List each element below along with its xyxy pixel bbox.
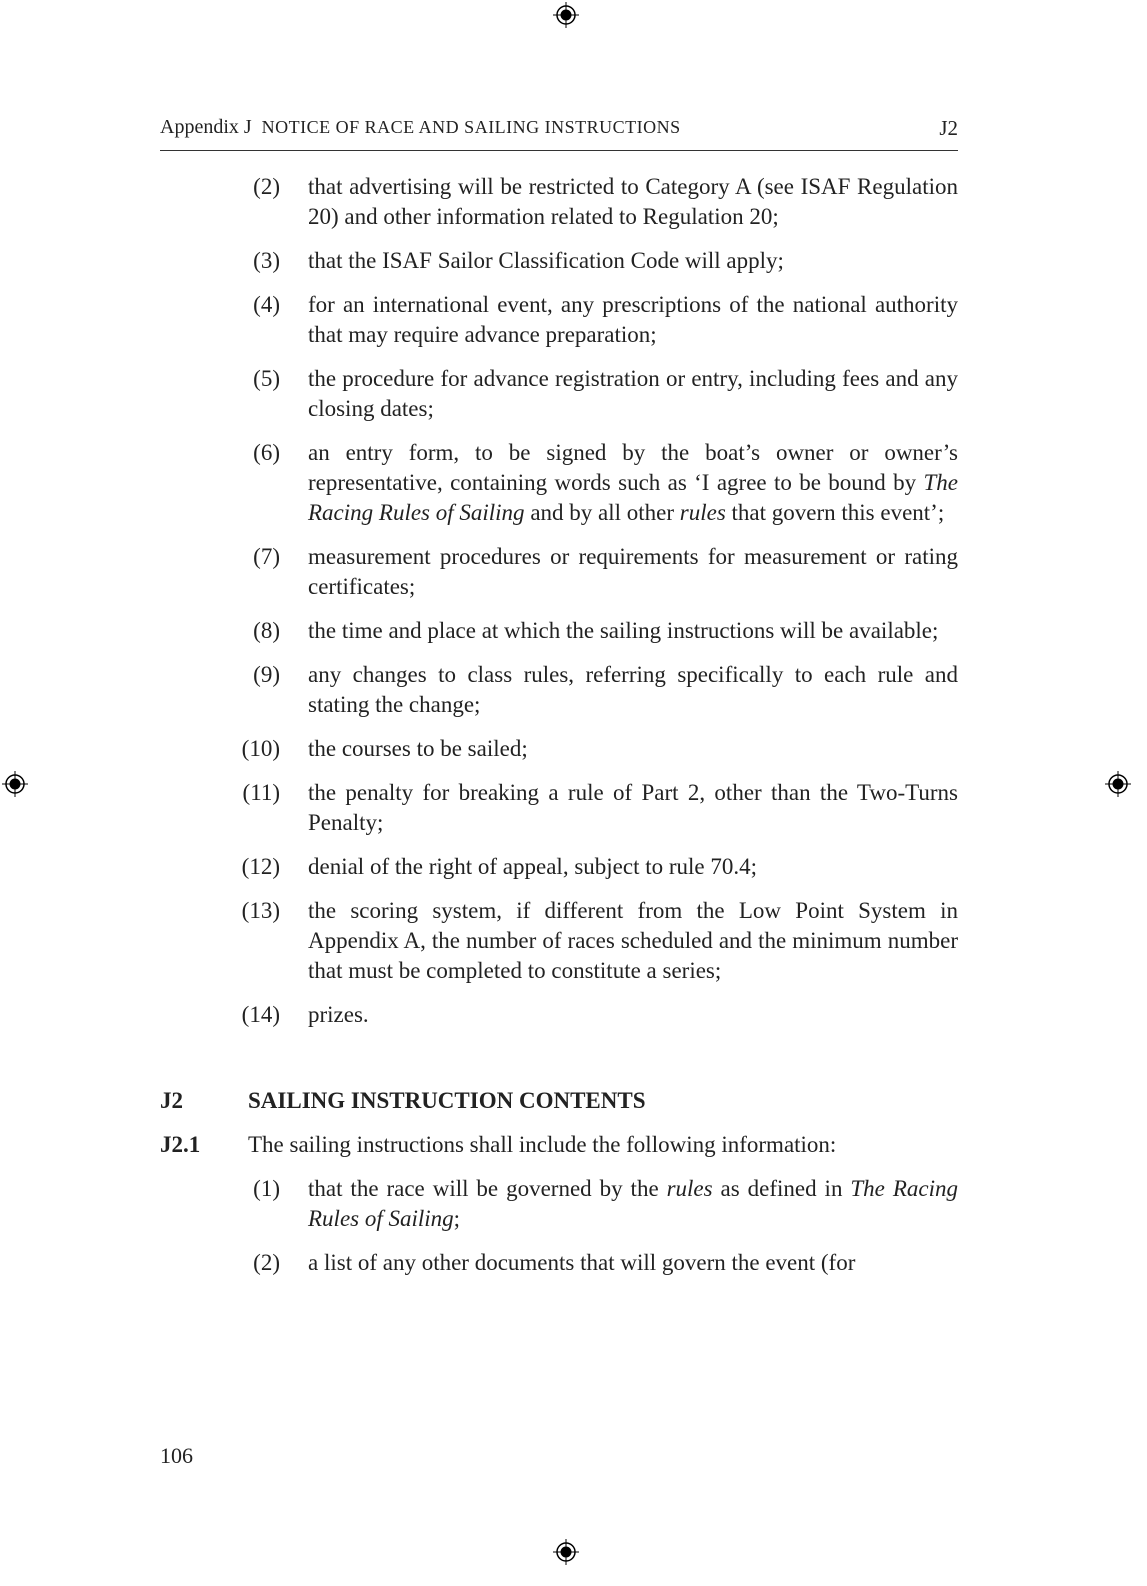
section-title: SAILING INSTRUCTION CONTENTS [248,1088,646,1113]
item-number: (2) [253,1250,280,1275]
item-number: (6) [253,440,280,465]
header-appendix: Appendix J [160,116,252,138]
item-number: (4) [253,292,280,317]
list-item [160,246,958,276]
item-number: (7) [253,544,280,569]
item-text: ; [453,1206,461,1231]
item-text: that govern this event’; [725,500,945,525]
item-text: that the ISAF Sailor Classification Code will apply; [308,248,784,273]
item-text: that the race will be governed by the [308,1176,667,1201]
list-item [160,438,958,528]
subsection-text: The sailing instructions shall include the following information: [248,1132,837,1157]
item-text: as defined in [712,1176,851,1201]
list-item [160,290,958,350]
item-text: the penalty for breaking a rule of Part 2, other than the Two-Turns Penalty; [308,780,958,835]
item-text: measurement procedures or requirements for measurement or rating certificates; [308,544,958,599]
list-item [160,364,958,424]
list-item [160,1248,958,1278]
item-number: (10) [241,736,280,761]
list-item [160,1000,958,1030]
item-text: the time and place at which the sailing instructions will be available; [308,618,939,643]
header-left [160,116,681,139]
list-item [160,616,958,646]
item-text: any changes to class rules, referring specifically to each rule and stating the change; [308,662,958,717]
page-number: 106 [160,1443,193,1468]
notice-of-race-list [160,172,958,1030]
item-text: that advertising will be restricted to Category A (see ISAF Regulation 20) and other information related to Regulation 20; [308,174,958,229]
running-header [160,112,958,151]
item-text-italic: rules [666,1176,713,1201]
header-section: J2 [939,116,958,140]
item-text: the procedure for advance registration or entry, including fees and any closing dates; [308,366,958,421]
item-number: (11) [242,780,280,805]
registration-mark-icon [553,2,579,28]
list-item [160,542,958,602]
item-number: (2) [253,174,280,199]
list-item [160,1174,958,1234]
item-number: (8) [253,618,280,643]
list-item [160,896,958,986]
sailing-instructions-list [160,1174,958,1278]
item-number: (1) [253,1176,280,1201]
registration-mark-icon [553,1539,579,1565]
registration-mark-icon [2,771,28,797]
item-text: an entry form, to be signed by the boat’s owner or owner’s representative, containing words such as ‘I agree to be bound by [308,440,958,495]
item-text: and by all other [524,500,680,525]
item-text: for an international event, any prescriptions of the national authority that may require advance preparation; [308,292,958,347]
item-number: (14) [241,1002,280,1027]
item-number: (5) [253,366,280,391]
section-code: J2 [160,1088,183,1113]
item-text: the courses to be sailed; [308,736,528,761]
list-item [160,778,958,838]
document-body [160,172,958,1292]
section-heading [160,1086,958,1116]
subsection-code: J2.1 [160,1132,201,1157]
item-text: a list of any other documents that will govern the event (for [308,1250,856,1275]
header-title: NOTICE OF RACE AND SAILING INSTRUCTIONS [261,117,681,137]
subsection [160,1130,958,1160]
item-text: the scoring system, if different from the Low Point System in Appendix A, the number of races scheduled and the minimum number that must be completed to constitute a series; [308,898,958,983]
item-number: (9) [253,662,280,687]
item-text: denial of the right of appeal, subject to rule 70.4; [308,854,758,879]
item-text-italic: rules [679,500,726,525]
item-text-italic: The Racing Rules of Sailing [308,470,958,525]
list-item [160,172,958,232]
list-item [160,660,958,720]
list-item [160,734,958,764]
item-text: prizes. [308,1002,369,1027]
item-number: (12) [241,854,280,879]
registration-mark-icon [1105,771,1131,797]
list-item [160,852,958,882]
item-number: (3) [253,248,280,273]
item-number: (13) [241,898,280,923]
item-text-italic: The Racing Rules of Sailing [308,1176,958,1231]
